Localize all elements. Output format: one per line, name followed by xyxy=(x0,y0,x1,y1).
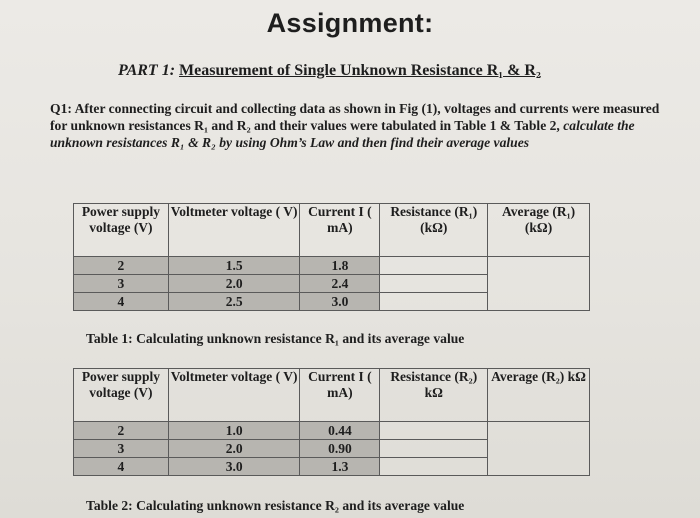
current-cell: 1.3 xyxy=(300,458,380,476)
resistance-cell[interactable] xyxy=(380,275,488,293)
page-title: Assignment: xyxy=(266,8,434,38)
part-title: Measurement of Single Unknown Resistance R₁ & R₂ xyxy=(179,62,541,79)
supply-cell: 4 xyxy=(74,458,169,476)
current-cell: 3.0 xyxy=(300,293,380,311)
supply-cell: 3 xyxy=(74,440,169,458)
current-cell: 2.4 xyxy=(300,275,380,293)
question-body: After connecting circuit and collecting data as shown in Fig (1), voltages and currents were measured for unknown resistances R₁ and R₂ and their values were tabulated in Table 1 & Table 2, xyxy=(50,101,660,133)
voltage-cell: 2.5 xyxy=(168,293,300,311)
part-heading xyxy=(118,62,541,80)
resistance-cell[interactable] xyxy=(380,458,488,476)
header-voltmeter-voltage: Voltmeter voltage ( V) xyxy=(168,369,300,422)
header-average: Average (R₁) (kΩ) xyxy=(488,204,590,257)
table-2 xyxy=(73,368,590,476)
supply-cell: 2 xyxy=(74,422,169,440)
supply-cell: 3 xyxy=(74,275,169,293)
resistance-cell[interactable] xyxy=(380,422,488,440)
header-resistance: Resistance (R₂) kΩ xyxy=(380,369,488,422)
table-row xyxy=(74,257,590,275)
header-voltmeter-voltage: Voltmeter voltage ( V) xyxy=(168,204,300,257)
part-label: PART 1: xyxy=(118,62,176,79)
table-1-caption: Table 1: Calculating unknown resistance R₁ and its average value xyxy=(86,331,465,346)
header-power-supply: Power supply voltage (V) xyxy=(74,369,169,422)
current-cell: 0.90 xyxy=(300,440,380,458)
current-cell: 1.8 xyxy=(300,257,380,275)
voltage-cell: 1.5 xyxy=(168,257,300,275)
header-current: Current I ( mA) xyxy=(300,204,380,257)
resistance-cell[interactable] xyxy=(380,257,488,275)
voltage-cell: 1.0 xyxy=(168,422,300,440)
resistance-cell[interactable] xyxy=(380,293,488,311)
header-resistance: Resistance (R₁) (kΩ) xyxy=(380,204,488,257)
question-text xyxy=(50,100,665,151)
average-cell[interactable] xyxy=(488,257,590,311)
voltage-cell: 3.0 xyxy=(168,458,300,476)
header-power-supply: Power supply voltage (V) xyxy=(74,204,169,257)
header-average: Average (R₂) kΩ xyxy=(488,369,590,422)
table-1 xyxy=(73,203,590,311)
voltage-cell: 2.0 xyxy=(168,275,300,293)
supply-cell: 2 xyxy=(74,257,169,275)
average-cell[interactable] xyxy=(488,422,590,476)
question-task: calculate the unknown resistances R₁ & R₂ by using Ohm’s Law and then find their average values xyxy=(50,118,635,150)
voltage-cell: 2.0 xyxy=(168,440,300,458)
resistance-cell[interactable] xyxy=(380,440,488,458)
table-2-caption: Table 2: Calculating unknown resistance R₂ and its average value xyxy=(86,498,465,513)
current-cell: 0.44 xyxy=(300,422,380,440)
table-row xyxy=(74,422,590,440)
header-current: Current I ( mA) xyxy=(300,369,380,422)
question-label: Q1: xyxy=(50,101,72,116)
supply-cell: 4 xyxy=(74,293,169,311)
